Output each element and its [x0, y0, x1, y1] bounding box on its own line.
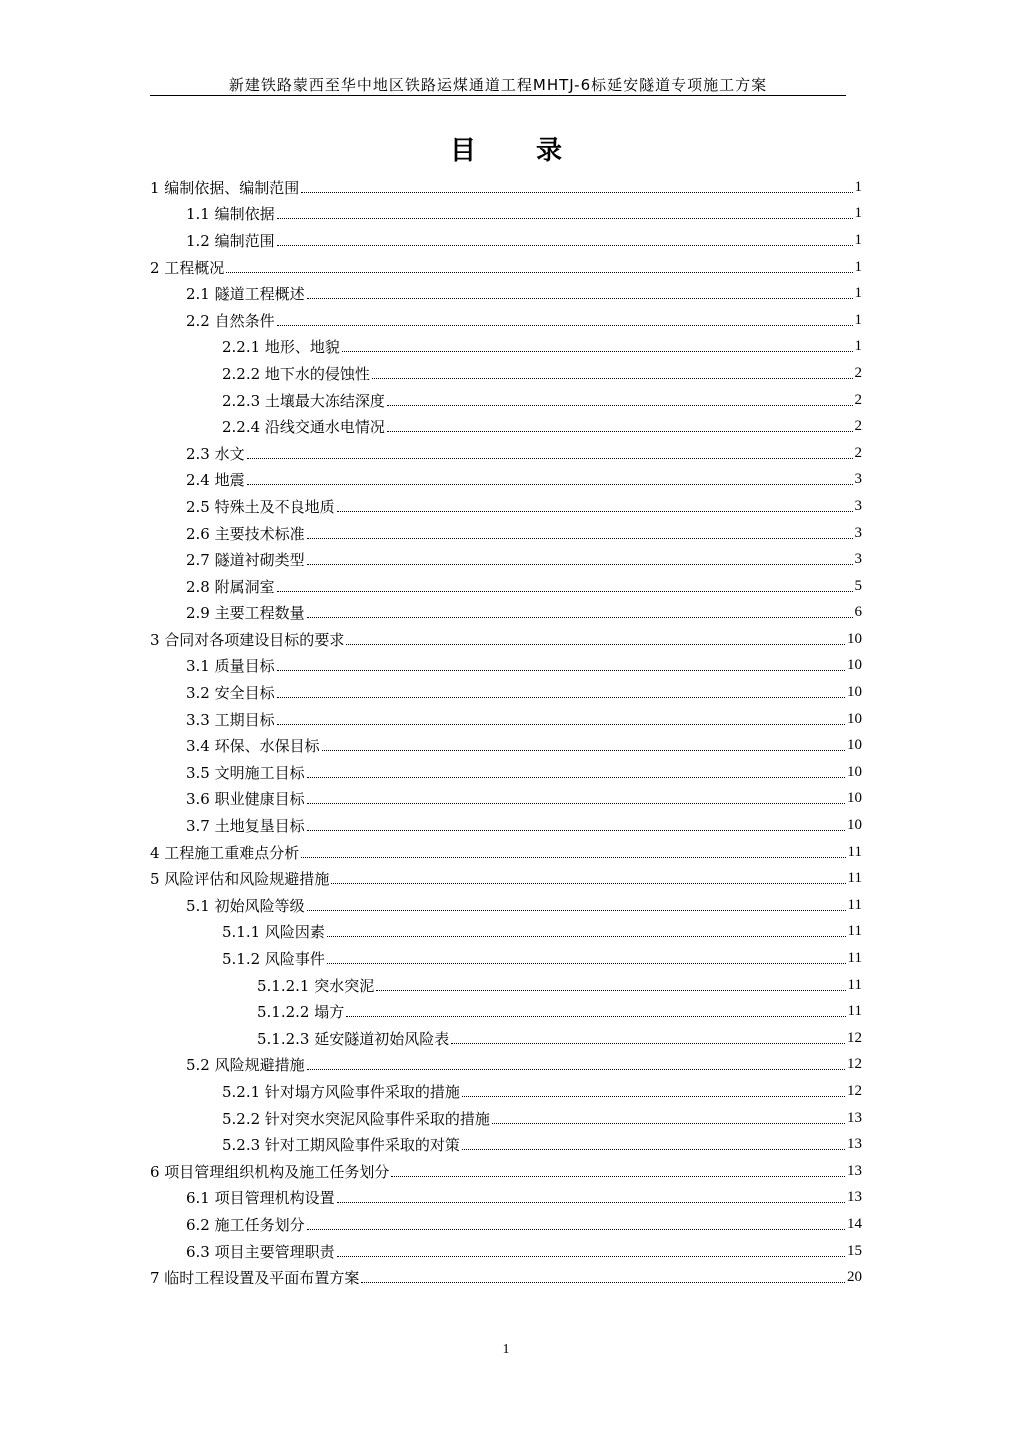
toc-entry-page: 2 [854, 418, 862, 435]
toc-leader-dots [387, 431, 853, 432]
toc-entry[interactable] [150, 759, 862, 786]
toc-entry[interactable] [150, 573, 862, 600]
toc-entry[interactable] [150, 865, 862, 892]
toc-entry-page: 3 [854, 524, 862, 541]
toc-entry[interactable] [150, 440, 862, 467]
toc-entry-label: 2 工程概况 [150, 258, 225, 277]
toc-leader-dots [301, 192, 852, 193]
toc-entry-page: 13 [847, 1189, 862, 1206]
toc-entry-label: 6.1 项目管理机构设置 [186, 1189, 335, 1208]
toc-entry[interactable] [150, 653, 862, 680]
toc-entry[interactable] [150, 520, 862, 547]
page-title [0, 130, 1012, 167]
toc-leader-dots [307, 564, 853, 565]
toc-entry-page: 10 [847, 710, 862, 727]
toc-leader-dots [361, 1282, 845, 1283]
table-of-contents [150, 174, 862, 1291]
toc-leader-dots [337, 1202, 845, 1203]
page-number: 1 [502, 1342, 510, 1357]
toc-entry[interactable] [150, 254, 862, 281]
toc-entry[interactable] [150, 227, 862, 254]
toc-entry[interactable] [150, 706, 862, 733]
toc-entry-label: 6 项目管理组织机构及施工任务划分 [150, 1162, 390, 1181]
toc-entry-page: 10 [847, 657, 862, 674]
toc-leader-dots [247, 484, 853, 485]
toc-entry-label: 2.8 附属洞室 [186, 577, 275, 596]
toc-leader-dots [277, 218, 853, 219]
toc-entry-label: 5.1.2.1 突水突泥 [257, 976, 375, 995]
toc-entry-label: 1.2 编制范围 [186, 231, 275, 250]
toc-entry[interactable] [150, 1078, 862, 1105]
toc-entry-label: 1 编制依据、编制范围 [150, 178, 300, 197]
toc-entry[interactable] [150, 467, 862, 494]
toc-leader-dots [307, 830, 845, 831]
toc-entry[interactable] [150, 1025, 862, 1052]
toc-leader-dots [387, 405, 853, 406]
toc-entry-label: 2.7 隧道衬砌类型 [186, 551, 305, 570]
toc-entry-page: 3 [854, 471, 862, 488]
header-rule [150, 95, 846, 96]
toc-leader-dots [277, 697, 845, 698]
toc-entry-page: 10 [847, 684, 862, 701]
toc-entry-page: 2 [854, 444, 862, 461]
toc-entry-page: 6 [854, 604, 862, 621]
toc-entry-page: 14 [847, 1215, 862, 1232]
toc-entry-page: 11 [847, 870, 862, 887]
toc-entry-label: 2.2 自然条件 [186, 311, 275, 330]
toc-entry[interactable] [150, 945, 862, 972]
toc-entry-label: 5 风险评估和风险规避措施 [150, 870, 330, 889]
toc-entry-label: 5.1.2.2 塌方 [257, 1003, 345, 1022]
toc-entry-page: 2 [854, 391, 862, 408]
toc-entry[interactable] [150, 1158, 862, 1185]
toc-entry-label: 5.2.1 针对塌方风险事件采取的措施 [222, 1082, 460, 1101]
toc-leader-dots [346, 644, 845, 645]
toc-entry-label: 5.1.2.3 延安隧道初始风险表 [257, 1029, 450, 1048]
toc-entry-page: 10 [847, 737, 862, 754]
toc-entry-label: 5.1.1 风险因素 [222, 923, 325, 942]
toc-entry[interactable] [150, 307, 862, 334]
toc-leader-dots [342, 351, 853, 352]
toc-entry-label: 3.4 环保、水保目标 [186, 737, 320, 756]
toc-entry-label: 5.2.2 针对突水突泥风险事件采取的措施 [222, 1109, 490, 1128]
toc-entry-label: 3 合同对各项建设目标的要求 [150, 630, 345, 649]
toc-leader-dots [277, 724, 845, 725]
toc-entry[interactable] [150, 1131, 862, 1158]
toc-entry-page: 1 [854, 311, 862, 328]
toc-entry-page: 10 [847, 817, 862, 834]
toc-entry[interactable] [150, 679, 862, 706]
toc-leader-dots [462, 1149, 845, 1150]
toc-leader-dots [376, 990, 845, 991]
toc-entry-label: 3.6 职业健康目标 [186, 790, 305, 809]
toc-entry[interactable] [150, 546, 862, 573]
toc-leader-dots [346, 1016, 845, 1017]
toc-leader-dots [307, 910, 846, 911]
toc-entry[interactable] [150, 732, 862, 759]
toc-entry[interactable] [150, 919, 862, 946]
toc-entry-label: 1.1 编制依据 [186, 205, 275, 224]
toc-entry-label: 3.2 安全目标 [186, 684, 275, 703]
toc-entry-page: 1 [854, 285, 862, 302]
toc-entry[interactable] [150, 972, 862, 999]
toc-entry-page: 11 [847, 976, 862, 993]
toc-leader-dots [247, 458, 853, 459]
toc-entry-page: 20 [847, 1269, 862, 1286]
toc-leader-dots [372, 378, 853, 379]
toc-entry-label: 2.3 水文 [186, 444, 245, 463]
toc-leader-dots [307, 617, 853, 618]
toc-entry[interactable] [150, 201, 862, 228]
toc-entry-page: 2 [854, 364, 862, 381]
toc-entry-label: 4 工程施工重难点分析 [150, 843, 300, 862]
toc-entry-label: 2.5 特殊土及不良地质 [186, 497, 335, 516]
toc-entry-label: 3.3 工期目标 [186, 710, 275, 729]
title-char-left: 目 [449, 136, 476, 166]
toc-entry[interactable] [150, 334, 862, 361]
toc-entry[interactable] [150, 1052, 862, 1079]
toc-entry-page: 11 [847, 1003, 862, 1020]
running-header: 新建铁路蒙西至华中地区铁路运煤通道工程MHTJ-6标延安隧道专项施工方案 [228, 76, 768, 94]
toc-entry-label: 2.2.2 地下水的侵蚀性 [222, 364, 370, 383]
toc-leader-dots [307, 1069, 845, 1070]
toc-entry[interactable] [150, 387, 862, 414]
toc-entry-label: 2.2.4 沿线交通水电情况 [222, 418, 385, 437]
toc-entry-page: 11 [847, 843, 862, 860]
toc-entry-page: 1 [854, 178, 862, 195]
toc-leader-dots [277, 591, 853, 592]
toc-entry-page: 10 [847, 630, 862, 647]
toc-entry-page: 1 [854, 205, 862, 222]
toc-entry-label: 2.9 主要工程数量 [186, 604, 305, 623]
toc-leader-dots [322, 750, 845, 751]
toc-entry[interactable] [150, 812, 862, 839]
toc-entry-label: 5.1.2 风险事件 [222, 950, 325, 969]
toc-leader-dots [337, 511, 853, 512]
toc-entry-page: 13 [847, 1136, 862, 1153]
toc-leader-dots [331, 883, 845, 884]
toc-leader-dots [307, 777, 845, 778]
toc-entry-page: 10 [847, 763, 862, 780]
toc-entry[interactable] [150, 626, 862, 653]
toc-leader-dots [307, 298, 853, 299]
toc-entry[interactable] [150, 1185, 862, 1212]
toc-entry-page: 12 [847, 1029, 862, 1046]
toc-entry-page: 13 [847, 1162, 862, 1179]
toc-leader-dots [307, 538, 853, 539]
toc-leader-dots [451, 1043, 845, 1044]
toc-entry-page: 1 [854, 258, 862, 275]
toc-leader-dots [337, 1256, 845, 1257]
toc-leader-dots [301, 857, 845, 858]
title-char-right: 录 [536, 136, 563, 166]
toc-entry-page: 1 [854, 338, 862, 355]
toc-entry-label: 3.7 土地复垦目标 [186, 817, 305, 836]
toc-entry[interactable] [150, 1211, 862, 1238]
toc-entry-page: 13 [847, 1109, 862, 1126]
toc-entry-label: 5.1 初始风险等级 [186, 896, 305, 915]
toc-entry[interactable] [150, 413, 862, 440]
toc-entry-page: 3 [854, 551, 862, 568]
toc-entry[interactable] [150, 892, 862, 919]
toc-leader-dots [492, 1123, 845, 1124]
toc-entry-page: 11 [847, 896, 862, 913]
toc-entry[interactable] [150, 839, 862, 866]
toc-entry-label: 2.6 主要技术标准 [186, 524, 305, 543]
toc-entry-label: 6.2 施工任务划分 [186, 1215, 305, 1234]
toc-entry[interactable] [150, 1238, 862, 1265]
toc-entry-page: 10 [847, 790, 862, 807]
toc-leader-dots [391, 1176, 845, 1177]
toc-leader-dots [327, 936, 846, 937]
toc-entry-page: 15 [847, 1242, 862, 1259]
toc-entry[interactable] [150, 360, 862, 387]
toc-entry[interactable] [150, 1105, 862, 1132]
toc-entry-label: 5.2 风险规避措施 [186, 1056, 305, 1075]
toc-leader-dots [327, 963, 846, 964]
toc-entry[interactable] [150, 1264, 862, 1291]
toc-leader-dots [277, 670, 845, 671]
toc-entry-label: 7 临时工程设置及平面布置方案 [150, 1269, 360, 1288]
toc-entry-page: 12 [847, 1082, 862, 1099]
toc-entry-label: 5.2.3 针对工期风险事件采取的对策 [222, 1136, 460, 1155]
toc-entry-label: 3.5 文明施工目标 [186, 763, 305, 782]
toc-entry-label: 2.1 隧道工程概述 [186, 285, 305, 304]
toc-leader-dots [277, 325, 853, 326]
toc-entry-label: 2.2.3 土壤最大冻结深度 [222, 391, 385, 410]
toc-entry-page: 11 [847, 950, 862, 967]
toc-entry[interactable] [150, 493, 862, 520]
toc-leader-dots [307, 1229, 845, 1230]
toc-leader-dots [226, 272, 852, 273]
toc-entry-page: 11 [847, 923, 862, 940]
toc-leader-dots [277, 245, 853, 246]
toc-leader-dots [462, 1096, 845, 1097]
toc-entry-page: 1 [854, 231, 862, 248]
toc-entry-page: 5 [854, 577, 862, 594]
toc-leader-dots [307, 803, 845, 804]
toc-entry[interactable] [150, 174, 862, 201]
toc-entry-label: 6.3 项目主要管理职责 [186, 1242, 335, 1261]
toc-entry[interactable] [150, 786, 862, 813]
toc-entry-page: 3 [854, 497, 862, 514]
toc-entry[interactable] [150, 998, 862, 1025]
toc-entry[interactable] [150, 280, 862, 307]
toc-entry-page: 12 [847, 1056, 862, 1073]
toc-entry-label: 2.4 地震 [186, 471, 245, 490]
toc-entry-label: 2.2.1 地形、地貌 [222, 338, 340, 357]
toc-entry-label: 3.1 质量目标 [186, 657, 275, 676]
toc-entry[interactable] [150, 600, 862, 627]
